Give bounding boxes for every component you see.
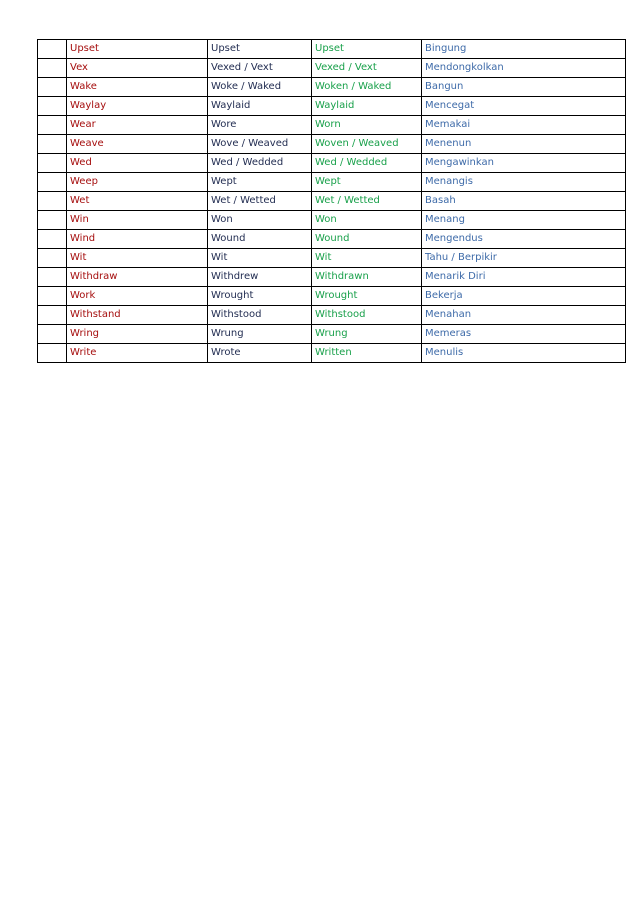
past-tense-cell: Waylaid [208, 97, 312, 116]
base-form-cell: Withstand [67, 306, 208, 325]
irregular-verbs-table [37, 39, 626, 363]
row-number-cell [38, 249, 67, 268]
row-number-cell [38, 306, 67, 325]
past-tense-cell: Wit [208, 249, 312, 268]
row-number-cell [38, 268, 67, 287]
table-row [38, 211, 626, 230]
past-participle-cell: Wrought [312, 287, 422, 306]
row-number-cell [38, 325, 67, 344]
base-form-cell: Wind [67, 230, 208, 249]
past-tense-cell: Wove / Weaved [208, 135, 312, 154]
meaning-cell: Bekerja [422, 287, 626, 306]
base-form-cell: Win [67, 211, 208, 230]
meaning-cell: Basah [422, 192, 626, 211]
meaning-cell: Memeras [422, 325, 626, 344]
table-row [38, 249, 626, 268]
past-participle-cell: Wound [312, 230, 422, 249]
past-tense-cell: Wept [208, 173, 312, 192]
base-form-cell: Wit [67, 249, 208, 268]
verbs-table-body [38, 40, 626, 363]
meaning-cell: Menulis [422, 344, 626, 363]
past-participle-cell: Woken / Waked [312, 78, 422, 97]
table-row [38, 116, 626, 135]
past-tense-cell: Upset [208, 40, 312, 59]
past-tense-cell: Vexed / Vext [208, 59, 312, 78]
table-row [38, 154, 626, 173]
row-number-cell [38, 173, 67, 192]
base-form-cell: Write [67, 344, 208, 363]
base-form-cell: Wet [67, 192, 208, 211]
past-participle-cell: Wed / Wedded [312, 154, 422, 173]
past-participle-cell: Won [312, 211, 422, 230]
row-number-cell [38, 97, 67, 116]
past-tense-cell: Wed / Wedded [208, 154, 312, 173]
past-participle-cell: Waylaid [312, 97, 422, 116]
table-row [38, 40, 626, 59]
table-row [38, 135, 626, 154]
past-participle-cell: Upset [312, 40, 422, 59]
meaning-cell: Mengendus [422, 230, 626, 249]
past-participle-cell: Wept [312, 173, 422, 192]
past-tense-cell: Woke / Waked [208, 78, 312, 97]
past-participle-cell: Worn [312, 116, 422, 135]
base-form-cell: Vex [67, 59, 208, 78]
past-participle-cell: Vexed / Vext [312, 59, 422, 78]
past-tense-cell: Wet / Wetted [208, 192, 312, 211]
meaning-cell: Mengawinkan [422, 154, 626, 173]
table-row [38, 344, 626, 363]
row-number-cell [38, 344, 67, 363]
past-tense-cell: Wrought [208, 287, 312, 306]
row-number-cell [38, 192, 67, 211]
base-form-cell: Upset [67, 40, 208, 59]
row-number-cell [38, 154, 67, 173]
row-number-cell [38, 287, 67, 306]
table-row [38, 230, 626, 249]
past-tense-cell: Wore [208, 116, 312, 135]
table-row [38, 59, 626, 78]
table-row [38, 173, 626, 192]
row-number-cell [38, 211, 67, 230]
past-tense-cell: Withdrew [208, 268, 312, 287]
row-number-cell [38, 59, 67, 78]
meaning-cell: Bangun [422, 78, 626, 97]
past-participle-cell: Wit [312, 249, 422, 268]
base-form-cell: Work [67, 287, 208, 306]
base-form-cell: Weave [67, 135, 208, 154]
past-tense-cell: Wrung [208, 325, 312, 344]
table-row [38, 287, 626, 306]
base-form-cell: Withdraw [67, 268, 208, 287]
meaning-cell: Memakai [422, 116, 626, 135]
past-tense-cell: Withstood [208, 306, 312, 325]
past-tense-cell: Wound [208, 230, 312, 249]
past-participle-cell: Withdrawn [312, 268, 422, 287]
base-form-cell: Weep [67, 173, 208, 192]
table-row [38, 192, 626, 211]
row-number-cell [38, 78, 67, 97]
table-row [38, 97, 626, 116]
row-number-cell [38, 135, 67, 154]
row-number-cell [38, 116, 67, 135]
meaning-cell: Menahan [422, 306, 626, 325]
meaning-cell: Tahu / Berpikir [422, 249, 626, 268]
table-row [38, 268, 626, 287]
past-participle-cell: Written [312, 344, 422, 363]
base-form-cell: Wear [67, 116, 208, 135]
past-tense-cell: Won [208, 211, 312, 230]
past-tense-cell: Wrote [208, 344, 312, 363]
past-participle-cell: Wet / Wetted [312, 192, 422, 211]
meaning-cell: Menenun [422, 135, 626, 154]
past-participle-cell: Woven / Weaved [312, 135, 422, 154]
table-row [38, 78, 626, 97]
base-form-cell: Wring [67, 325, 208, 344]
meaning-cell: Bingung [422, 40, 626, 59]
meaning-cell: Menang [422, 211, 626, 230]
base-form-cell: Waylay [67, 97, 208, 116]
row-number-cell [38, 230, 67, 249]
past-participle-cell: Wrung [312, 325, 422, 344]
past-participle-cell: Withstood [312, 306, 422, 325]
base-form-cell: Wake [67, 78, 208, 97]
meaning-cell: Mencegat [422, 97, 626, 116]
base-form-cell: Wed [67, 154, 208, 173]
row-number-cell [38, 40, 67, 59]
meaning-cell: Mendongkolkan [422, 59, 626, 78]
table-row [38, 306, 626, 325]
table-row [38, 325, 626, 344]
meaning-cell: Menarik Diri [422, 268, 626, 287]
meaning-cell: Menangis [422, 173, 626, 192]
